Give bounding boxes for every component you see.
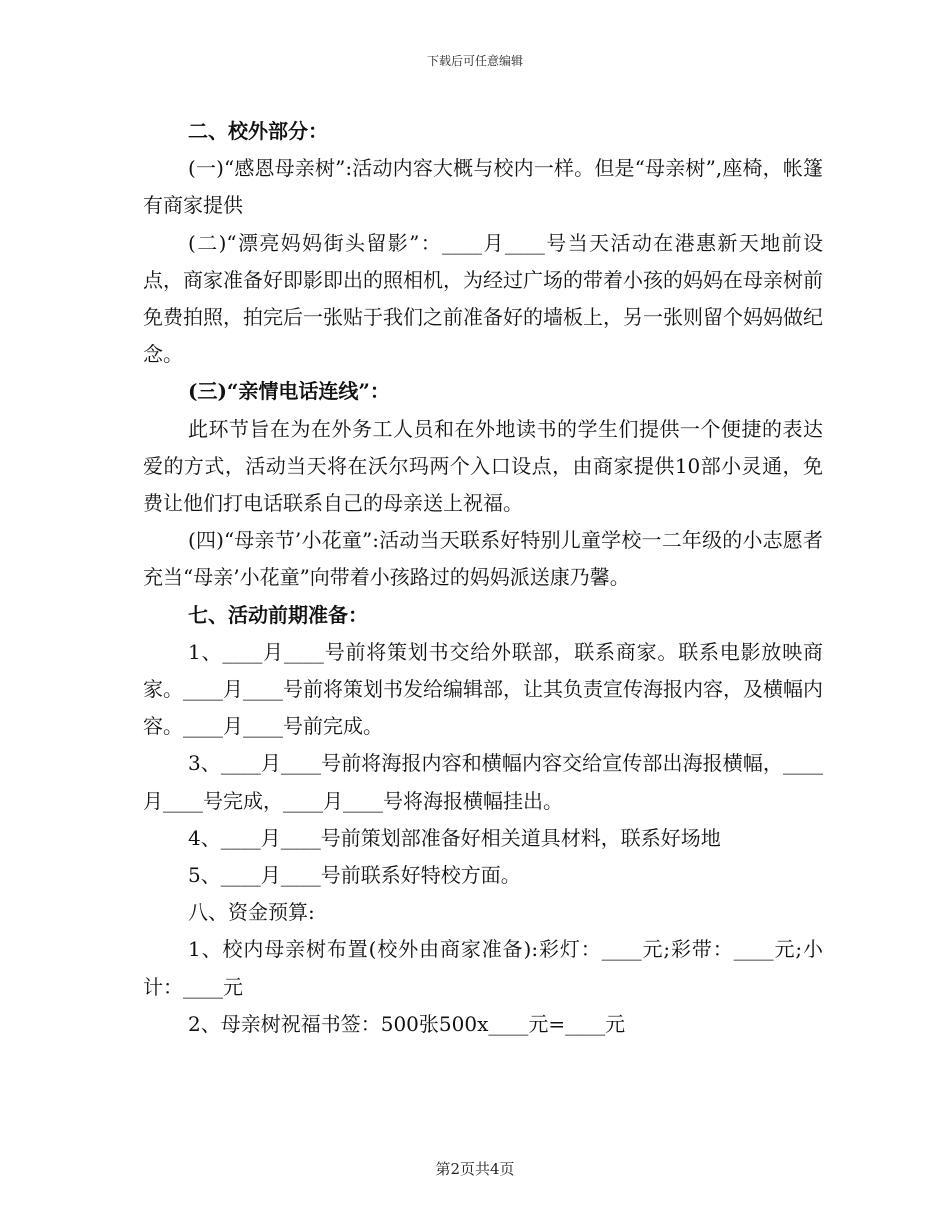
section-heading-off-campus: 二、校外部分： (188, 119, 328, 143)
paragraph-flower-child: (四)“母亲节’小花童”:活动当天联系好特别儿童学校一二年级的小志愿者充当“母亲’小花童”向带着小孩路过的妈妈派送康乃馨。 (143, 528, 823, 590)
budget-item-2: 2、母亲树祝福书签：500张500x____元=____元 (188, 1011, 626, 1036)
paragraph-street-photo: (二)“漂亮妈妈街头留影”：____月____号当天活动在港惠新天地前设点，商家准备好即影即出的照相机，为经过广场的带着小孩的妈妈在母亲树前免费拍照，拍完后一张贴于我们之前准备好的墙板上，另一张则留个妈妈做纪念。 (143, 230, 823, 367)
section-heading-budget: 八、资金预算: (188, 900, 315, 925)
paragraph-phone-link: 此环节旨在为在外务工人员和在外地读书的学生们提供一个便捷的表达爱的方式，活动当天将在沃尔玛两个入口设点，由商家提供10部小灵通，免费让他们打电话联系自己的母亲送上祝福。 (143, 416, 823, 516)
prep-item-5: 5、____月____号前联系好特校方面。 (188, 863, 521, 888)
document-body (143, 113, 823, 1043)
page-footer: 第2页共4页 (435, 1160, 515, 1178)
paragraph-gratitude-tree: (一)“感恩母亲树”:活动内容大概与校内一样。但是“母亲树”,座椅，帐篷有商家提供 (143, 156, 823, 218)
section-heading-preparation: 七、活动前期准备： (188, 602, 368, 627)
prep-item-4: 4、____月____号前策划部准备好相关道具材料，联系好场地 (188, 825, 721, 850)
page-header: 下载后可任意编辑 (426, 54, 523, 68)
prep-item-3: 3、____月____号前将海报内容和横幅内容交给宣传部出海报横幅，____月____号完成，____月____号将海报横幅挂出。 (143, 751, 823, 813)
budget-item-1: 1、校内母亲树布置(校外由商家准备):彩灯：____元;彩带：____元;小计：____元 (143, 937, 823, 999)
prep-item-1: 1、____月____号前将策划书交给外联部，联系商家。联系电影放映商家。____月____号前将策划书发给编辑部，让其负责宣传海报内容，及横幅内容。____月____号前完成。 (143, 639, 823, 739)
subheading-phone-link: (三)“亲情电话连线”： (188, 379, 390, 404)
